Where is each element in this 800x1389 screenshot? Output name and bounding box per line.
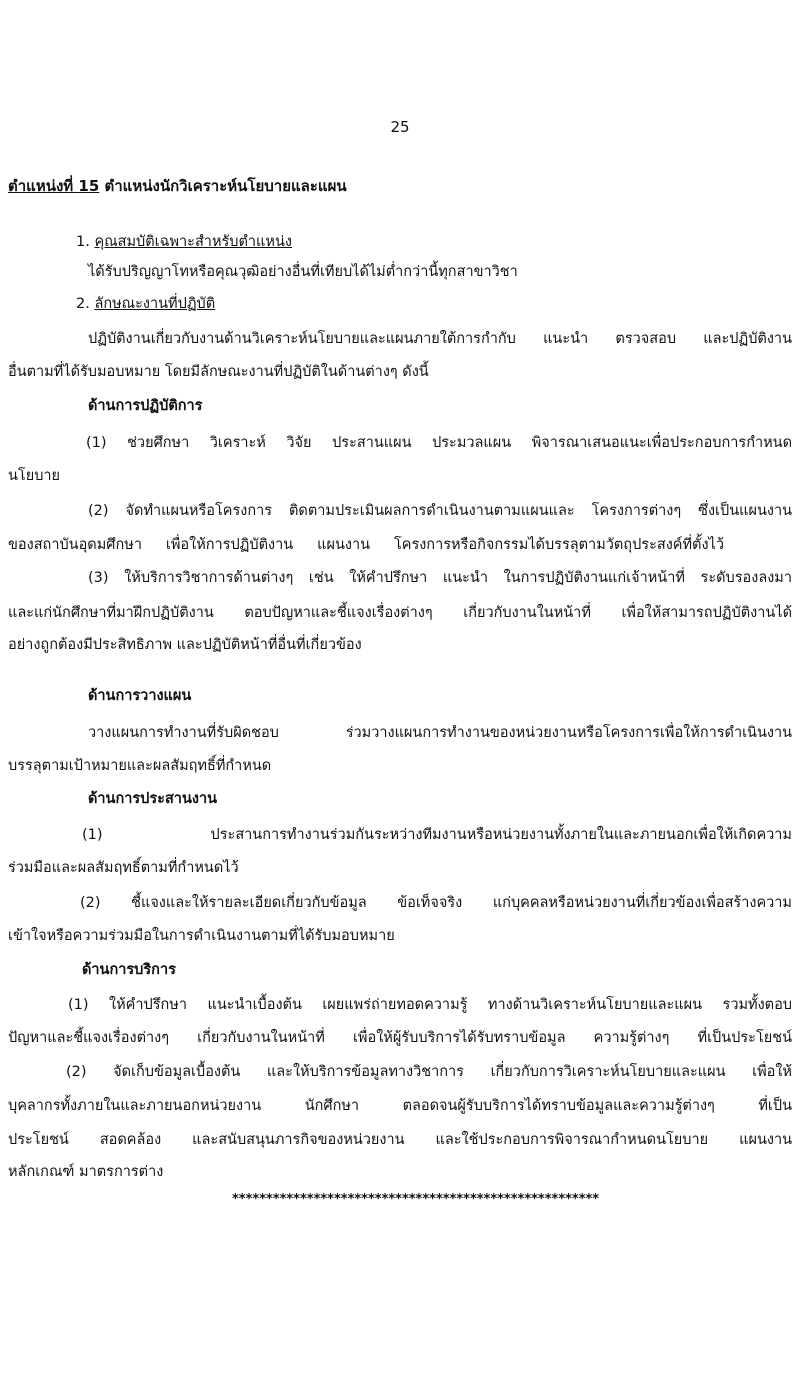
planning-heading: ด้านการวางแผน (88, 688, 192, 704)
section-1-title: คุณสมบัติเฉพาะสำหรับตำแหน่ง (94, 234, 292, 250)
service-item-2-line-3: ประโยชน์ สอดคล้อง และสนับสนุนภารกิจของหน่วยงาน และใช้ประกอบการพิจารณากำหนดนโยบาย แผนงาน (8, 1132, 792, 1148)
service-item-2-line-1: (2) จัดเก็บข้อมูลเบื้องต้น และให้บริการข้อมูลทางวิชาการ เกี่ยวกับการวิเคราะห์นโยบายและแผน เพื่อให้ (66, 1064, 792, 1080)
planning-line-1: วางแผนการทำงานที่รับผิดชอบ ร่วมวางแผนการทำงานของหน่วยงานหรือโครงการเพื่อให้การดำเนินงาน (88, 725, 792, 741)
duties-intro-line-1: ปฏิบัติงานเกี่ยวกับงานด้านวิเคราะห์นโยบายและแผนภายใต้การกำกับ แนะนำ ตรวจสอบ และปฏิบัติงาน (88, 331, 792, 347)
section-1-heading (76, 232, 292, 252)
operations-item-2-line-1: (2) จัดทำแผนหรือโครงการ ติดตามประเมินผลการดำเนินงานตามแผนและ โครงการต่างๆ ซึ่งเป็นแผนงาน (88, 503, 792, 519)
section-2-title: ลักษณะงานที่ปฏิบัติ (94, 296, 216, 312)
position-heading (8, 176, 347, 196)
operations-item-3-line-2: และแก่นักศึกษาที่มาฝึกปฏิบัติงาน ตอบปัญหาและชี้แจงเรื่องต่างๆ เกี่ยวกับงานในหน้าที่ เพื่อให้สามารถปฏิบัติงานได้ (8, 605, 792, 621)
position-title: ตำแหน่งนักวิเคราะห์นโยบายและแผน (99, 177, 347, 195)
operations-item-2-line-2: ของสถาบันอุดมศึกษา เพื่อให้การปฏิบัติงาน แผนงาน โครงการหรือกิจกรรมได้บรรลุตามวัตถุประสงค์ที่ตั้งไว้ (8, 537, 724, 553)
separator-line: ****************************************************** (232, 1192, 600, 1207)
service-heading: ด้านการบริการ (82, 962, 176, 978)
operations-item-3-line-3: อย่างถูกต้องมีประสิทธิภาพ และปฏิบัติหน้าที่อื่นที่เกี่ยวข้อง (8, 637, 362, 653)
service-item-2-line-2: บุคลากรทั้งภายในและภายนอกหน่วยงาน นักศึกษา ตลอดจนผู้รับบริการได้ทราบข้อมูลและความรู้ต่างๆ ที่เป็น (8, 1098, 792, 1114)
page-number: 25 (390, 118, 410, 136)
coordination-heading: ด้านการประสานงาน (88, 791, 217, 807)
operations-item-1-line-2: นโยบาย (8, 468, 61, 484)
position-number: ตำแหน่งที่ 15 (8, 177, 100, 195)
duties-intro-line-2: อื่นตามที่ได้รับมอบหมาย โดยมีลักษณะงานที่ปฏิบัติในด้านต่างๆ ดังนี้ (8, 364, 429, 380)
service-item-1-line-2: ปัญหาและชี้แจงเรื่องต่างๆ เกี่ยวกับงานในหน้าที่ เพื่อให้ผู้รับบริการได้รับทราบข้อมูล ความรู้ต่างๆ ที่เป็นประโยชน์ (8, 1030, 792, 1046)
coordination-item-1-line-2: ร่วมมือและผลสัมฤทธิ์ตามที่กำหนดไว้ (8, 860, 239, 876)
coordination-item-2-line-1: (2) ชี้แจงและให้รายละเอียดเกี่ยวกับข้อมูล ข้อเท็จจริง แก่บุคคลหรือหน่วยงานที่เกี่ยวข้องเพื่อสร้างความ (80, 895, 792, 911)
service-item-1-line-1: (1) ให้คำปรึกษา แนะนำเบื้องต้น เผยแพร่ถ่ายทอดความรู้ ทางด้านวิเคราะห์นโยบายและแผน รวมทั้งตอบ (68, 997, 792, 1013)
service-item-2-line-4: หลักเกณฑ์ มาตรการต่าง (8, 1164, 164, 1180)
qualification-text: ได้รับปริญญาโทหรือคุณวุฒิอย่างอื่นที่เทียบได้ไม่ต่ำกว่านี้ทุกสาขาวิชา (88, 264, 518, 280)
planning-line-2: บรรลุตามเป้าหมายและผลสัมฤทธิ์ที่กำหนด (8, 758, 272, 774)
coordination-item-2-line-2: เข้าใจหรือความร่วมมือในการดำเนินงานตามที่ได้รับมอบหมาย (8, 928, 395, 944)
section-2-heading (76, 294, 215, 314)
section-2-number: 2. (76, 296, 95, 312)
coordination-item-1-line-1: (1) ประสานการทำงานร่วมกันระหว่างทีมงานหรือหน่วยงานทั้งภายในและภายนอกเพื่อให้เกิดความ (82, 827, 792, 843)
operations-item-1-line-1: (1) ช่วยศึกษา วิเคราะห์ วิจัย ประสานแผน ประมวลแผน พิจารณาเสนอแนะเพื่อประกอบการกำหนด (86, 435, 792, 451)
operations-item-3-line-1: (3) ให้บริการวิชาการด้านต่างๆ เช่น ให้คำปรึกษา แนะนำ ในการปฏิบัติงานแก่เจ้าหน้าที่ ระดับรองลงมา (88, 570, 792, 586)
section-1-number: 1. (76, 234, 95, 250)
operations-heading: ด้านการปฏิบัติการ (88, 398, 203, 414)
